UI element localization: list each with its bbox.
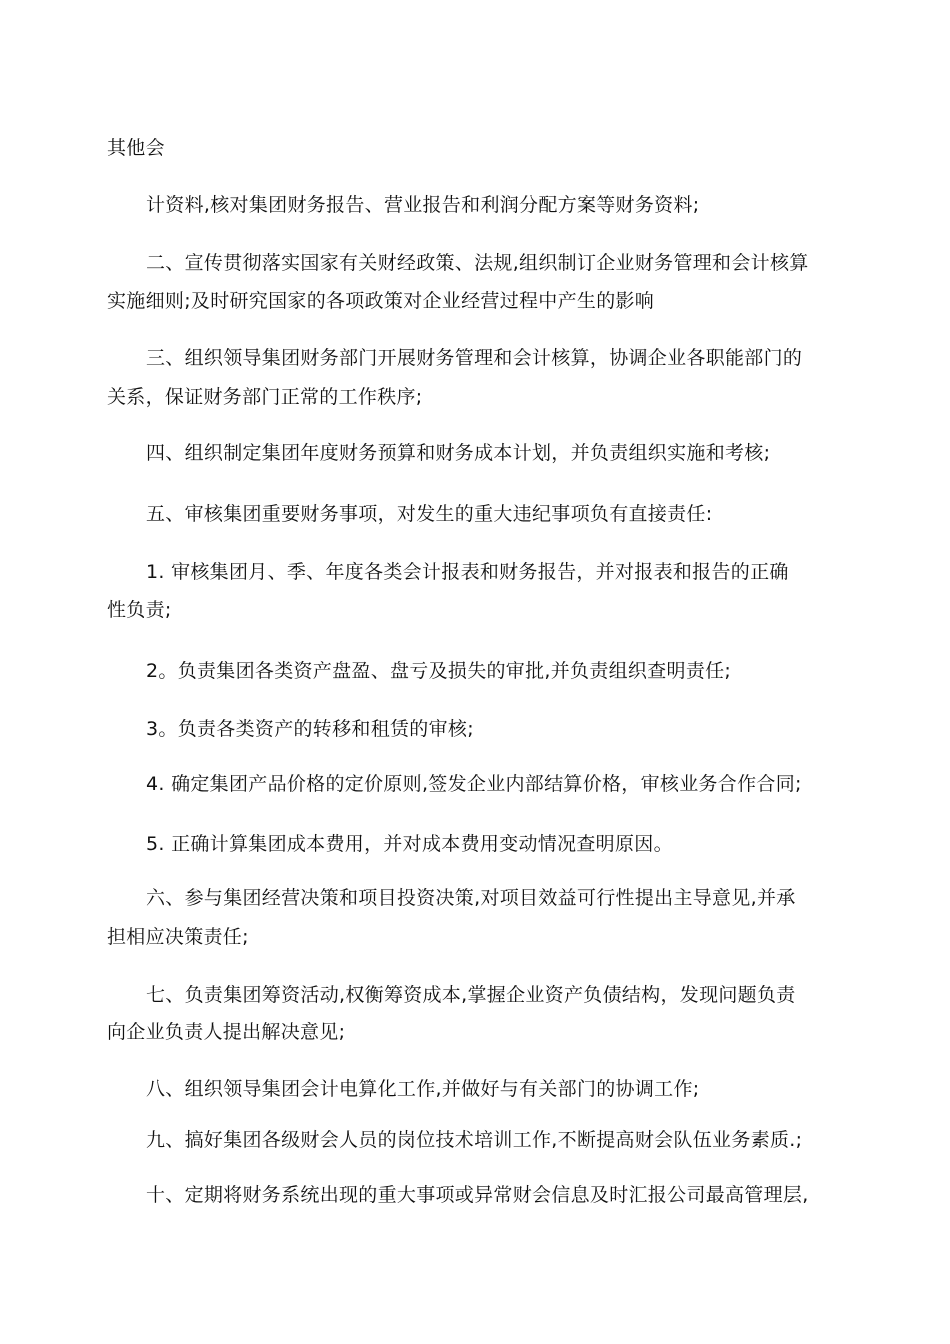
text-line: 六、参与集团经营决策和项目投资决策,对项目效益可行性提出主导意见,并承 bbox=[146, 887, 796, 909]
text-line: 其他会 bbox=[107, 137, 165, 159]
text-line: 关系，保证财务部门正常的工作秩序; bbox=[107, 386, 423, 408]
text-line: 七、负责集团筹资活动,权衡筹资成本,掌握企业资产负债结构，发现问题负责 bbox=[146, 984, 796, 1006]
text-line: 八、组织领导集团会计电算化工作,并做好与有关部门的协调工作; bbox=[146, 1078, 700, 1100]
text-line: 三、组织领导集团财务部门开展财务管理和会计核算，协调企业各职能部门的 bbox=[146, 347, 803, 369]
text-line: 4. 确定集团产品价格的定价原则,签发企业内部结算价格，审核业务合作合同; bbox=[146, 773, 802, 795]
text-line: 九、搞好集团各级财会人员的岗位技术培训工作,不断提高财会队伍业务素质.; bbox=[146, 1129, 803, 1151]
text-line: 1. 审核集团月、季、年度各类会计报表和财务报告，并对报表和报告的正确 bbox=[146, 561, 789, 583]
text-line: 五、审核集团重要财务事项，对发生的重大违纪事项负有直接责任: bbox=[146, 503, 713, 525]
text-line: 向企业负责人提出解决意见; bbox=[107, 1021, 346, 1043]
text-line: 计资料,核对集团财务报告、营业报告和利润分配方案等财务资料; bbox=[146, 194, 700, 216]
text-line: 实施细则;及时研究国家的各项政策对企业经营过程中产生的影响 bbox=[107, 290, 655, 312]
text-line: 性负责; bbox=[107, 599, 172, 621]
text-line: 四、组织制定集团年度财务预算和财务成本计划，并负责组织实施和考核; bbox=[146, 442, 771, 464]
text-line: 担相应决策责任; bbox=[107, 926, 249, 948]
text-line: 2。负责集团各类资产盘盈、盘亏及损失的审批,并负责组织查明责任; bbox=[146, 660, 732, 682]
text-line: 5. 正确计算集团成本费用，并对成本费用变动情况查明原因。 bbox=[146, 833, 673, 855]
text-line: 二、宣传贯彻落实国家有关财经政策、法规,组织制订企业财务管理和会计核算 bbox=[146, 252, 809, 274]
text-line: 十、定期将财务系统出现的重大事项或异常财会信息及时汇报公司最高管理层, bbox=[146, 1184, 809, 1206]
text-line: 3。负责各类资产的转移和租赁的审核; bbox=[146, 718, 474, 740]
